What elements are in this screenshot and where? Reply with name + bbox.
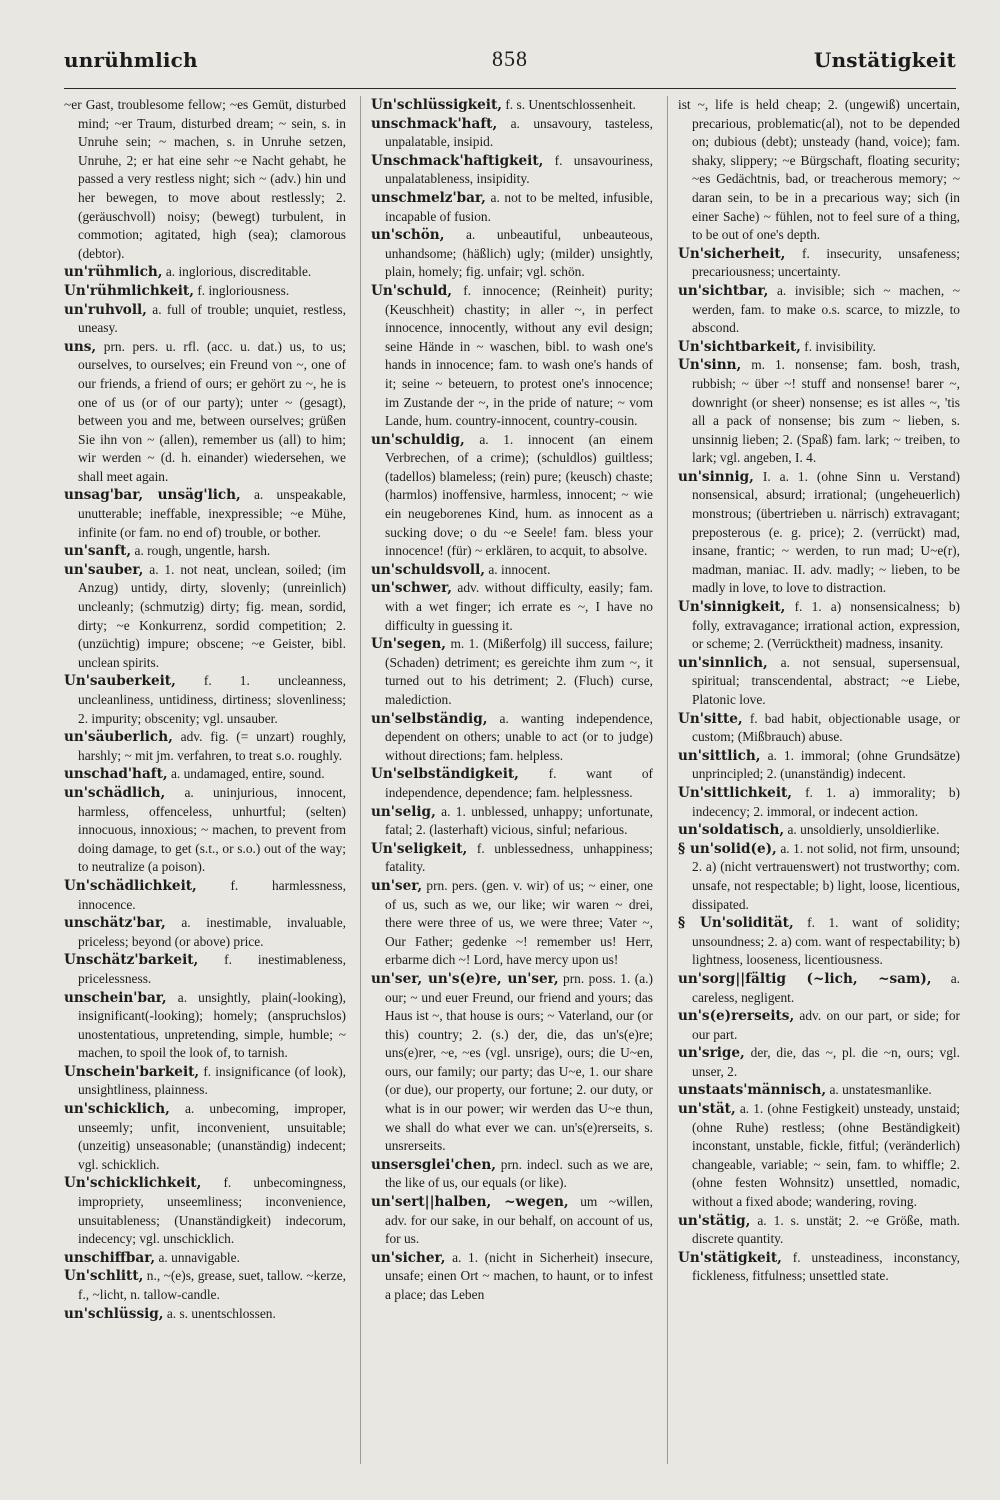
dictionary-entry: [64, 486, 346, 542]
entry-headword: un'schuldig,: [371, 431, 465, 448]
entry-definition: m. 1. nonsense; fam. bosh, trash, rubbish; ~ über ~! stuff and nonsense! barer ~, downright (or sheer) nonsense; es ist alles ~, 'tis all a pack of nonsense; bis zum ~ lieben, s. unsinnig lieben; 2. (Spaß) fam. lark; ~ treiben, to lark; vgl. angeben, I. 4.: [692, 357, 960, 466]
page-number: 858: [492, 46, 528, 71]
dictionary-entry: [371, 152, 653, 189]
column-2: [360, 96, 653, 1464]
entry-definition: f. 1. want of solidity; unsoundness; 2. a) com. want of respectability; b) lightness, looseness, licentiousness.: [692, 915, 960, 968]
dictionary-entry: [64, 282, 346, 301]
entry-headword: unschiffbar,: [64, 1249, 156, 1266]
entry-definition: a. unsoldierly, unsoldierlike.: [787, 822, 940, 838]
dictionary-entry: [678, 356, 960, 468]
entry-headword: Un'sichtbarkeit,: [678, 338, 801, 355]
entry-definition: I. a. 1. (ohne Sinn u. Verstand) nonsensical, absurd; irrational; (ungeheuerlich) monstrous; (übertrieben u. närrisch) extravagant; preposterous (e. g. price); 2. (verrückt) mad, insane, frantic; ~ werden, to run mad; U~e(r), madman, maniac. II. adv. madly; ~ lieben, to be madly in love, to love to distraction.: [692, 468, 960, 596]
entry-definition: a. 1. (ohne Festigkeit) unsteady, unstaid; (ohne Ruhe) restless; (ohne Beständigkeit) inconstant, unstable, fickle, fitful; (veränderlich) changeable, variable; ~ sein, fam. to whiffle; 2. (ohne festen Wohnsitz) unsettled, nomadic, without a fixed abode; wandering, roving.: [692, 1101, 960, 1210]
entry-headword: un'stät,: [678, 1101, 736, 1118]
dictionary-entry: [678, 245, 960, 282]
dictionary-entry: [64, 877, 346, 914]
entry-definition: a. uninjurious, innocent, harmless, offenceless, unhurtful; (selten) innocuous, innoxious; ~ machen, to prevent from doing damage, to get (s.t., or s.o.) out of the way; to neutralize (a poison).: [78, 784, 346, 875]
entry-headword: Un'schlitt,: [64, 1268, 144, 1285]
entry-headword: un'stätig,: [678, 1212, 751, 1229]
entry-definition: a. unsavoury, tasteless, unpalatable, insipid.: [385, 115, 653, 150]
entry-headword: Un'sitte,: [678, 710, 743, 727]
entry-headword: § un'solid(e),: [678, 840, 777, 857]
dictionary-entry: [371, 189, 653, 226]
dictionary-entry: [678, 282, 960, 338]
dictionary-entry: [371, 765, 653, 802]
dictionary-entry: [64, 1267, 346, 1304]
entry-headword: unschmelz'bar,: [371, 189, 486, 206]
entry-definition: f. invisibility.: [804, 338, 876, 354]
page-header: [64, 40, 956, 84]
entry-definition: a. wanting independence, dependent on others; unable to act (or to judge) without directions; fam. helpless.: [385, 710, 653, 763]
entry-headword: un's(e)rerseits,: [678, 1008, 795, 1025]
entry-headword: un'selig,: [371, 803, 436, 820]
entry-definition: f. unsavouriness, unpalatableness, insipidity.: [385, 152, 653, 187]
entry-definition: a. not to be melted, infusible, incapable of fusion.: [385, 189, 653, 224]
entry-definition: ~er Gast, troublesome fellow; ~es Gemüt, disturbed mind; ~er Traum, disturbed dream; ~ sein, s. in Unruhe sein; ~ machen, s. in Unruhe setzen, Unruhe, 2; er hat eine sehr ~e Nacht gehabt, he passed a very restless night; sich ~ (adv.) hin und her bewegen, to move about restlessly; 2. (geräuschvoll) noisy; (bewegt) turbulent, in commotion; agitated, high (sea); clamorous (debtor).: [64, 97, 346, 261]
entry-headword: un'schicklich,: [64, 1101, 170, 1118]
dictionary-entry: [371, 561, 653, 580]
entry-headword: Un'schädlichkeit,: [64, 877, 197, 894]
entry-definition: a. 1. not neat, unclean, soiled; (im Anzug) untidy, dirty, slovenly; (unreinlich) uncleanly; (schmutzig) dirty; fig. mean, sordid, dirty; ~e Konkurrenz, sordid competition; 2. (unzüchtig) impure; obscene; ~e Geister, bibl. unclean spirits.: [78, 561, 346, 670]
dictionary-entry: [371, 226, 653, 282]
entry-headword: un'rühmlich,: [64, 264, 163, 281]
entry-headword: unschein'bar,: [64, 989, 167, 1006]
entry-headword: un'säuberlich,: [64, 729, 173, 746]
entry-headword: un'sichtbar,: [678, 282, 769, 299]
columns: [64, 96, 960, 1464]
dictionary-entry: [678, 1212, 960, 1249]
entry-definition: a. invisible; sich ~ machen, ~ werden, fam. to make o.s. scarce, to mizzle, to abscond.: [692, 282, 960, 336]
entry-definition: f. harmlessness, innocence.: [78, 877, 346, 912]
dictionary-entry: [371, 970, 653, 1156]
entry-definition: a. 1. unblessed, unhappy; unfortunate, fatal; 2. (lasterhaft) vicious, sinful; nefarious.: [385, 803, 653, 838]
entry-headword: § Un'solidität,: [678, 915, 794, 932]
entry-headword: un'srige,: [678, 1045, 745, 1062]
dictionary-entry: [64, 263, 346, 282]
entry-definition: der, die, das ~, pl. die ~n, ours; vgl. unser, 2.: [692, 1045, 960, 1079]
dictionary-entry: [678, 1100, 960, 1212]
entry-definition: a. inestimable, invaluable, priceless; beyond (or above) price.: [78, 915, 346, 949]
entry-headword: un'selbständig,: [371, 710, 488, 727]
dictionary-entry: [64, 542, 346, 561]
entry-headword: Un'sicherheit,: [678, 245, 786, 262]
dictionary-entry: [64, 1305, 346, 1324]
dictionary-entry: [678, 654, 960, 710]
dictionary-entry: [371, 1156, 653, 1193]
entry-headword: un'sinnig,: [678, 468, 754, 485]
dictionary-entry: [64, 728, 346, 765]
dictionary-entry: [678, 710, 960, 747]
entry-definition: a. undamaged, entire, sound.: [170, 766, 325, 782]
entry-headword: un'schädlich,: [64, 784, 166, 801]
entry-headword: un'sorg||fältig (~lich, ~sam),: [678, 970, 932, 987]
entry-definition: a. 1. s. unstät; 2. ~e Größe, math. discrete quantity.: [692, 1212, 960, 1247]
entry-headword: unschätz'bar,: [64, 915, 166, 932]
entry-headword: un'schwer,: [371, 580, 452, 597]
entry-definition: a. not sensual, supersensual, spiritual; transcendental, abstract; ~e Liebe, Platonic love.: [692, 654, 960, 707]
entry-definition: a. unbecoming, improper, unseemly; unfit, inconvenient, unsuitable; (unzeitig) unseasonable; (unanständig) indecent; vgl. schicklich.: [78, 1101, 346, 1172]
dictionary-entry: [64, 765, 346, 784]
entry-definition: adv. without difficulty, easily; fam. with a wet finger; ich errate es ~, I have no difficulty in guessing it.: [385, 580, 653, 633]
column-1: [64, 96, 346, 1464]
entry-headword: unschad'haft,: [64, 766, 168, 783]
entry-definition: ist ~, life is held cheap; 2. (ungewiß) uncertain, precarious, problematic(al), not to be depended on; dubious (debt); unsteady (hand, voice); fam. shaky, slippery; ~e Bürgschaft, floating security; ~es Gedächtnis, bad, or treacherous memory; ~ daran sein, to be in a precarious way; sich (in einer Sache) ~ fühlen, not to feel sure of a thing, to be out of one's depth.: [678, 97, 960, 243]
entry-definition: f. inestimableness, pricelessness.: [78, 952, 346, 986]
dictionary-entry: [678, 914, 960, 970]
dictionary-entry: [371, 96, 653, 115]
entry-headword: Unschmack'haftigkeit,: [371, 152, 544, 169]
entry-definition: a. innocent.: [488, 561, 551, 577]
dictionary-entry: [678, 598, 960, 654]
entry-headword: un'sicher,: [371, 1249, 446, 1266]
entry-headword: unstaats'männisch,: [678, 1082, 827, 1099]
entry-definition: f. 1. uncleanness, uncleanliness, untidiness, dirtiness; slovenliness; 2. impurity; obscenity; vgl. unsauber.: [78, 673, 346, 726]
entry-headword: uns,: [64, 338, 97, 355]
dictionary-entry: [371, 115, 653, 152]
dictionary-entry: [64, 784, 346, 877]
dictionary-entry: [678, 840, 960, 914]
entry-headword: Un'rühmlichkeit,: [64, 282, 194, 299]
entry-definition: f. bad habit, objectionable usage, or custom; (Mißbrauch) abuse.: [692, 710, 960, 745]
dictionary-entry: [371, 579, 653, 635]
entry-headword: un'sittlich,: [678, 747, 761, 764]
entry-headword: Un'seligkeit,: [371, 840, 468, 857]
dictionary-entry: [371, 635, 653, 709]
entry-headword: unsersglei'chen,: [371, 1156, 496, 1173]
entry-definition: a. careless, negligent.: [692, 970, 960, 1005]
entry-definition: m. 1. (Mißerfolg) ill success, failure; (Schaden) detriment; es gereichte ihm zum ~, it turned out to his detriment; 2. (Fluch) curse, malediction.: [385, 636, 653, 707]
entry-headword: Un'sittlichkeit,: [678, 784, 793, 801]
entry-definition: a. unspeakable, unutterable; ineffable, inexpressible; ~e Mühe, infinite (or fam. no end of) trouble, or bother.: [78, 487, 346, 540]
entry-headword: un'sanft,: [64, 543, 132, 560]
entry-definition: n., ~(e)s, grease, suet, tallow. ~kerze, f., ~licht, n. tallow-candle.: [78, 1268, 346, 1302]
dictionary-entry: [678, 821, 960, 840]
entry-headword: Un'schuld,: [371, 282, 452, 299]
entry-definition: f. unsteadiness, inconstancy, fickleness, fitfulness; unsettled state.: [692, 1249, 960, 1284]
header-rule: [64, 88, 956, 89]
entry-headword: Un'schlüssigkeit,: [371, 97, 502, 113]
entry-headword: un'sauber,: [64, 561, 144, 578]
dictionary-entry: [678, 1044, 960, 1081]
entry-headword: Un'selbständigkeit,: [371, 766, 519, 783]
entry-headword: un'sert||halben, ~wegen,: [371, 1194, 569, 1211]
entry-headword: Un'segen,: [371, 636, 446, 653]
entry-definition: prn. indecl. such as we are, the like of us, our equals (or like).: [385, 1156, 653, 1191]
dictionary-entry: [678, 96, 960, 245]
dictionary-entry: [64, 914, 346, 951]
dictionary-entry: [371, 431, 653, 561]
entry-definition: a. unstatesmanlike.: [829, 1082, 932, 1098]
entry-definition: prn. poss. 1. (a.) our; ~ und euer Freund, our friend and yours; das Haus ist ~, that house is ours; ~ Vaterland, our (or this) country; 2. (s.) der, die, das un's(e)re; uns(e)rer, ~e, ~es (vgl. unsrige), ours; die U~en, ours, our family; our party; das U~e, 1. our share (or due), our property, our fortune; 2. our duty, or what is in our power; wir werden das U~e thun, we shall do what ever we can. un's(e)rerseits, s. unsrerseits.: [385, 970, 653, 1154]
entry-definition: um ~willen, adv. for our sake, in our behalf, on account of us, for us.: [385, 1194, 653, 1247]
column-3: [667, 96, 960, 1464]
dictionary-entry: [678, 468, 960, 598]
entry-headword: un'ser, un's(e)re, un'ser,: [371, 970, 559, 987]
entry-headword: un'schlüssig,: [64, 1305, 164, 1322]
entry-headword: Unschätz'barkeit,: [64, 952, 199, 969]
dictionary-entry: [64, 672, 346, 728]
dictionary-entry: [64, 338, 346, 487]
entry-headword: Un'stätigkeit,: [678, 1249, 782, 1266]
header-right-guide-word: Unstätigkeit: [813, 48, 956, 72]
entry-definition: adv. fig. (= unzart) roughly, harshly; ~ mit jm. verfahren, to treat s.o. roughly.: [78, 729, 346, 763]
entry-definition: f. 1. a) immorality; b) indecency; 2. immoral, or indecent action.: [692, 784, 960, 819]
entry-definition: a. s. unentschlossen.: [166, 1305, 276, 1321]
dictionary-entry: [678, 338, 960, 357]
entry-definition: adv. on our part, or side; for our part.: [692, 1008, 960, 1042]
entry-definition: a. inglorious, discreditable.: [165, 264, 312, 280]
entry-headword: un'soldatisch,: [678, 822, 785, 839]
entry-definition: f. s. Unentschlossenheit.: [505, 97, 636, 112]
entry-definition: a. 1. not solid, not firm, unsound; 2. a) (nicht vertrauenswert) not trustworthy; com. unsafe, not respectable; b) light, loose, licentious, dissipated.: [692, 840, 960, 912]
header-left-guide-word: unrühmlich: [64, 48, 198, 72]
entry-definition: a. full of trouble; unquiet, restless, uneasy.: [78, 301, 346, 336]
entry-headword: un'schön,: [371, 227, 445, 244]
dictionary-entry: [678, 1007, 960, 1044]
dictionary-entry: [371, 1193, 653, 1249]
dictionary-entry: [64, 301, 346, 338]
entry-headword: un'ser,: [371, 877, 423, 894]
entry-definition: prn. pers. u. rfl. (acc. u. dat.) us, to us; ourselves, to ourselves; ein Freund von ~, one of our friends, a friend of ours; er gehört zu ~, he is one of us (or of our party); unter ~ (gesagt), between you and me, between ourselves; grüßen Sie ihn von ~ (allen), remember us (all) to him; wir werden ~ (d. h. einander) wiedersehen, we shall meet again.: [78, 338, 346, 484]
dictionary-entry: [64, 1100, 346, 1174]
dictionary-entry: [64, 1249, 346, 1268]
dictionary-entry: [64, 1174, 346, 1248]
dictionary-entry: [678, 784, 960, 821]
entry-headword: un'sinnlich,: [678, 654, 768, 671]
entry-headword: Un'sinnigkeit,: [678, 599, 786, 616]
dictionary-entry: [371, 840, 653, 877]
dictionary-entry: [64, 96, 346, 263]
entry-headword: un'ruhvoll,: [64, 301, 147, 318]
entry-definition: a. unnavigable.: [158, 1249, 240, 1265]
entry-definition: a. 1. (nicht in Sicherheit) insecure, unsafe; einen Ort ~ machen, to haunt, or to infest a place; das Leben: [385, 1249, 653, 1302]
dictionary-entry: [64, 951, 346, 988]
dictionary-entry: [371, 282, 653, 431]
entry-definition: f. unblessedness, unhappiness; fatality.: [385, 840, 653, 875]
dictionary-entry: [371, 710, 653, 766]
dictionary-entry: [64, 561, 346, 673]
entry-definition: a. rough, ungentle, harsh.: [134, 543, 271, 559]
entry-headword: unsag'bar, unsäg'lich,: [64, 487, 241, 504]
entry-definition: f. innocence; (Reinheit) purity; (Keuschheit) chastity; in aller ~, in perfect innocence, innocently, without any evil design; seine Hände in ~ waschen, bibl. to wash one's hands in innocence; fam. to wash one's hands of it; seine ~ beteuern, to protest one's innocence; im Zustande der ~, in the pride of nature; ~ vom Lande, hum. country-innocent, country-cousin.: [385, 282, 653, 429]
dictionary-entry: [64, 989, 346, 1063]
entry-definition: prn. pers. (gen. v. wir) of us; ~ einer, one of us, such as we, our like; wir waren ~ drei, there were three of us, we were three; Vater ~, Our Father; gedenke ~! remember us! Herr, erbarme dich ~! Lord, have mercy upon us!: [385, 877, 653, 968]
dictionary-entry: [678, 1081, 960, 1100]
entry-definition: a. 1. immoral; (ohne Grundsätze) unprincipled; 2. (unanständig) indecent.: [692, 747, 960, 782]
entry-definition: a. unsightly, plain(-looking), insignificant(-looking); homely; (anspruchslos) unostentatious, unpretending, simple, humble; ~ machen, to spoil the look of, to tarnish.: [78, 989, 346, 1061]
entry-headword: Un'sauberkeit,: [64, 673, 176, 690]
entry-definition: f. unbecomingness, impropriety, unseemliness; inconvenience, unsuitableness; (Unanständigkeit) indecorum, indecency; vgl. unschicklich.: [78, 1175, 346, 1247]
entry-definition: f. 1. a) nonsensicalness; b) folly, extravagance; irrational action, expression, or scheme; 2. (Verrücktheit) madness, insanity.: [692, 599, 960, 652]
dictionary-entry: [678, 1249, 960, 1286]
dictionary-entry: [678, 747, 960, 784]
entry-definition: f. ingloriousness.: [197, 282, 290, 298]
entry-definition: f. insignificance (of look), unsightliness, plainness.: [78, 1063, 346, 1098]
dictionary-entry: [678, 970, 960, 1007]
entry-headword: Un'schicklichkeit,: [64, 1175, 202, 1192]
entry-definition: a. unbeautiful, unbeauteous, unhandsome; (häßlich) ugly; (milder) unsightly, plain, homely; fig. unfair; vgl. schön.: [385, 227, 653, 280]
dictionary-entry: [371, 1249, 653, 1305]
entry-definition: f. insecurity, unsafeness; precariousness; uncertainty.: [692, 245, 960, 280]
entry-headword: unschmack'haft,: [371, 115, 498, 132]
entry-headword: Unschein'barkeit,: [64, 1063, 200, 1080]
dictionary-entry: [371, 877, 653, 970]
entry-definition: f. want of independence, dependence; fam. helplessness.: [385, 766, 653, 800]
entry-definition: a. 1. innocent (an einem Verbrechen, of a crime); (schuldlos) guiltless; (tadellos) blameless; (rein) pure; (keusch) chaste; (harmlos) inoffensive, harmless, innocent; ~ wie ein neugeborenes Kind, hum. as innocent as a sucking dove; o du ~e Seele! fam. bless your innocence! (für) ~ erklären, to acquit, to absolve.: [385, 431, 653, 559]
dictionary-entry: [64, 1063, 346, 1100]
entry-headword: un'schuldsvoll,: [371, 561, 485, 578]
dictionary-entry: [371, 803, 653, 840]
entry-headword: Un'sinn,: [678, 357, 742, 374]
